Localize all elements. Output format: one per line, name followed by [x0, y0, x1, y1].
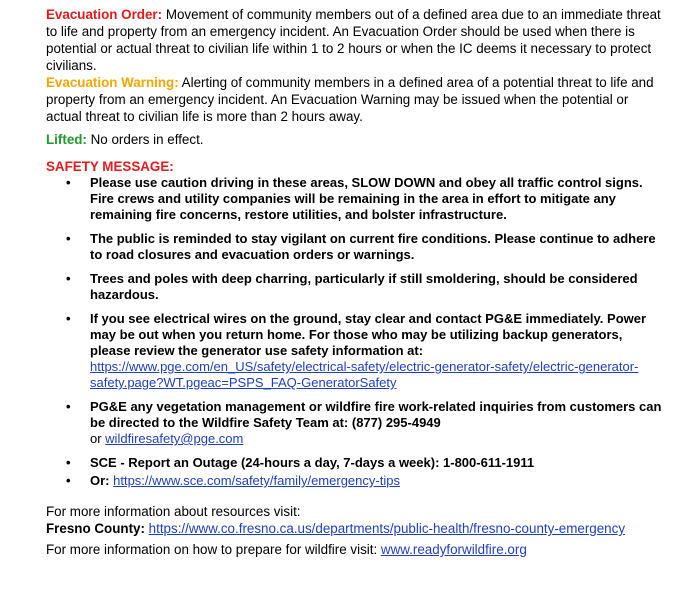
ready-for-wildfire-link[interactable]: www.readyforwildfire.org — [380, 542, 527, 557]
safety-message-heading: SAFETY MESSAGE: — [46, 159, 174, 174]
wildfire-prep-text: For more information on how to prepare for wildfire visit: — [46, 542, 381, 557]
resources-intro: For more information about resources visit: — [46, 504, 301, 519]
lifted-paragraph — [46, 131, 666, 148]
bullet-text-sce-outage: SCE - Report an Outage (24-hours a day, 7-days a week): 1-800-611-1911 — [90, 455, 535, 470]
evacuation-warning-paragraph — [46, 74, 666, 125]
sce-emergency-tips-link[interactable]: https://www.sce.com/safety/family/emergency-tips — [113, 473, 400, 488]
bullet-icon: • — [66, 399, 71, 414]
list-item — [46, 231, 666, 263]
bullet-icon: • — [66, 473, 71, 488]
list-item — [46, 311, 666, 391]
bullet-text-vigilant: The public is reminded to stay vigilant on current fire conditions. Please continue to adhere to road closures and evacuation orders or warnings. — [90, 231, 656, 262]
lifted-label: Lifted: — [46, 132, 87, 147]
bullet-icon: • — [66, 311, 71, 326]
list-item — [46, 399, 666, 447]
or-label: Or: — [90, 473, 114, 488]
bullet-text-trees: Trees and poles with deep charring, particularly if still smoldering, should be considered hazardous. — [90, 271, 638, 302]
list-item — [46, 473, 666, 489]
fresno-county-line — [46, 520, 666, 537]
bullet-icon: • — [66, 271, 71, 286]
list-item — [46, 271, 666, 303]
evacuation-order-text: Movement of community members out of a defined area due to an immediate threat to life and property from an emergency incident. An Evacuation Order should be used when there is potential or actual threat to civilian life within 1 to 2 hours or when the IC deems it necessary to protect civilians. — [46, 7, 661, 73]
evacuation-order-paragraph — [46, 6, 666, 74]
or-text: or — [90, 431, 106, 446]
generator-safety-link[interactable]: https://www.pge.com/en_US/safety/electrical-safety/electric-generator-safety/electric-generator-safety.page?WT.pgeac=PSPS_FAQ-GeneratorSafety — [90, 359, 639, 390]
document — [46, 6, 666, 558]
bullet-text-wires: If you see electrical wires on the ground, stay clear and contact PG&E immediately. Power may be out when you return home. For those who may be utilizing backup generators, please review the generator use safety information at: — [90, 311, 647, 358]
evacuation-warning-text: Alerting of community members in a defined area of a potential threat to life and property from an emergency incident. An Evacuation Warning may be issued when the potential or actual threat to civilian life is more than 2 hours away. — [46, 75, 654, 124]
bullet-icon: • — [66, 175, 71, 190]
bullet-text-vegetation: PG&E any vegetation management or wildfire fire work-related inquiries from customers can be directed to the Wildfire Safety Team at: (877) 295-4949 — [90, 399, 662, 430]
email-line — [90, 431, 666, 447]
wildfire-prep-line — [46, 541, 666, 558]
evacuation-warning-label: Evacuation Warning: — [46, 75, 179, 90]
bullet-icon: • — [66, 231, 71, 246]
wildfire-safety-email-link[interactable]: wildfiresafety@pge.com — [105, 431, 244, 446]
bullet-text-caution: Please use caution driving in these areas, SLOW DOWN and obey all traffic control signs. Fire crews and utility companies will be remaining in the area in effort to mitigate any remaining fire concerns, restore utilities, and bolster infrastructure. — [90, 175, 643, 222]
list-item — [46, 175, 666, 223]
evacuation-order-label: Evacuation Order: — [46, 7, 163, 22]
fresno-county-label: Fresno County: — [46, 521, 149, 536]
safety-bullet-list — [46, 175, 666, 489]
bullet-icon: • — [66, 455, 71, 470]
lifted-text: No orders in effect. — [86, 132, 204, 147]
list-item — [46, 455, 666, 471]
fresno-county-link[interactable]: https://www.co.fresno.ca.us/departments/public-health/fresno-county-emergency — [148, 521, 626, 536]
